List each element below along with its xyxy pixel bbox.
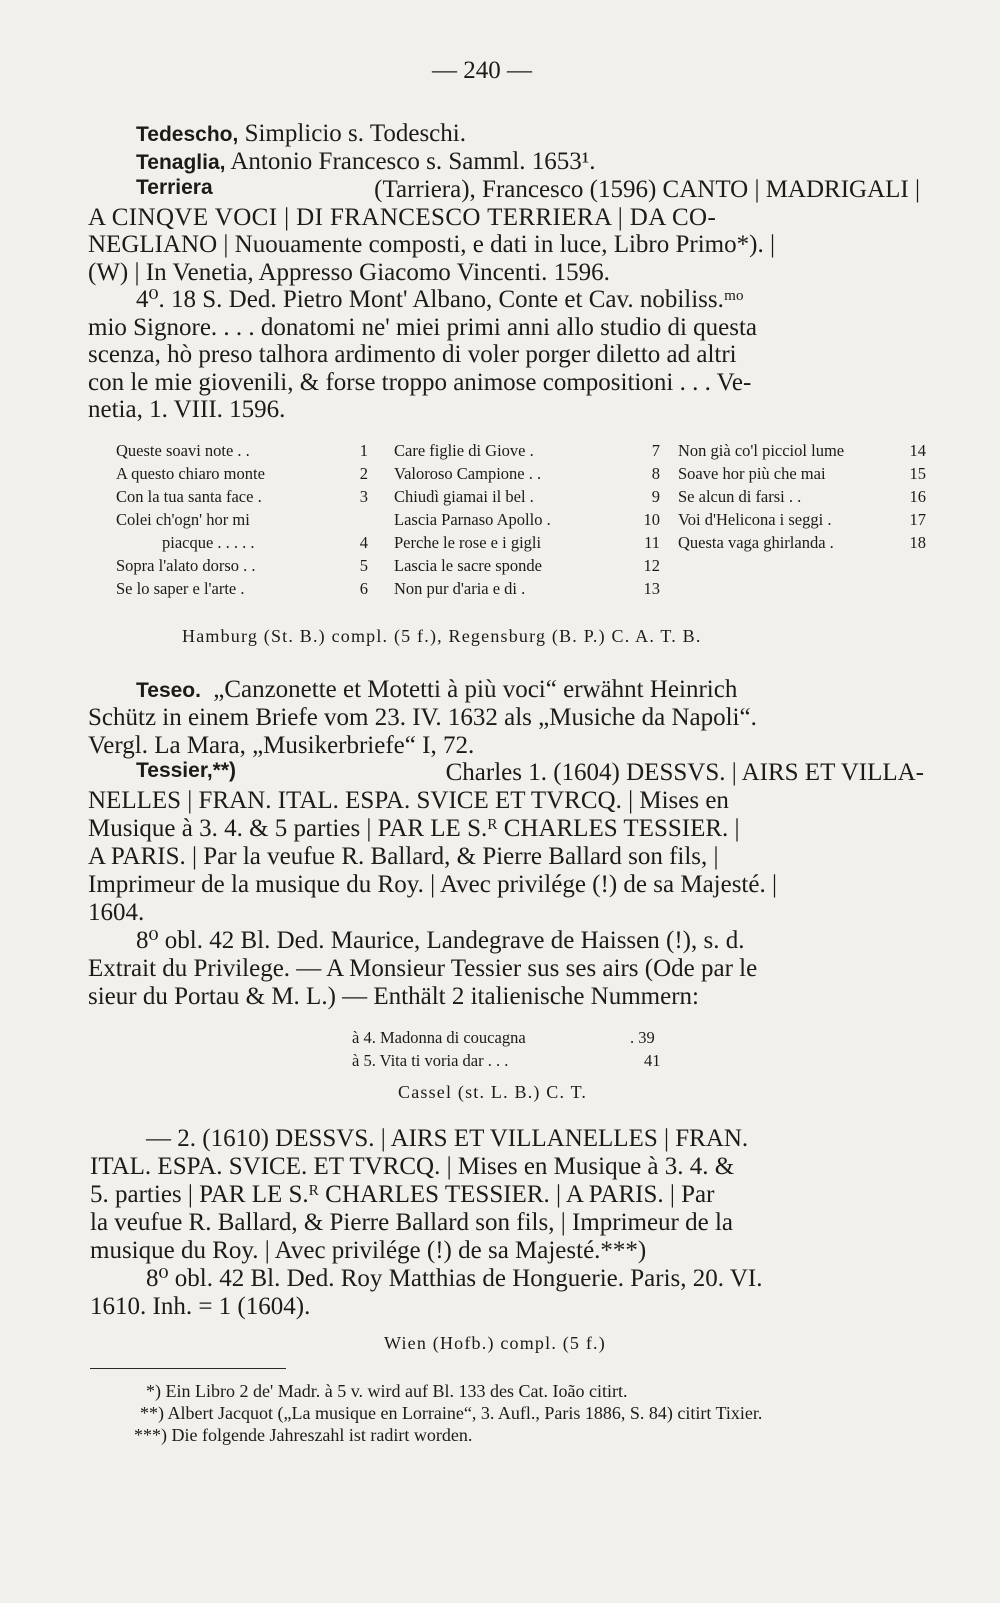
contents-number: 5 xyxy=(359,556,368,575)
entry-head: Tessier,**) xyxy=(136,759,237,782)
terriera-line9: netia, 1. VIII. 1596. xyxy=(88,396,286,423)
terriera-line4: (W) | In Venetia, Appresso Giacomo Vincenti. 1596. xyxy=(88,259,610,286)
entry-text: „Canzonette et Motetti à più voci“ erwähnt Heinrich xyxy=(213,676,738,703)
contents-title: Chiudì giamai il bel . xyxy=(394,487,534,506)
footnote-mark: ***) xyxy=(134,1425,167,1445)
entry-tedescho xyxy=(136,121,466,146)
tessier-ed2-line6: 8⁰ obl. 42 Bl. Ded. Roy Matthias de Honguerie. Paris, 20. VI. xyxy=(146,1265,763,1292)
contents-title: Perche le rose e i gigli xyxy=(394,533,542,552)
contents-item xyxy=(116,579,368,598)
entry-head: Teseo. xyxy=(136,679,201,702)
tessier-ed2-line1: — 2. (1610) DESSVS. | AIRS ET VILLANELLES | FRAN. xyxy=(146,1125,749,1152)
tessier-library-1: Cassel (st. L. B.) C. T. xyxy=(398,1082,588,1102)
terriera-line6: mio Signore. . . . donatomi ne' miei primi anni allo studio di questa xyxy=(88,314,758,341)
footnote-3 xyxy=(134,1426,472,1444)
contents-number: . 39 xyxy=(630,1028,655,1047)
tessier-line9: sieur du Portau & M. L.) — Enthält 2 italienische Nummern: xyxy=(88,983,699,1010)
tessier-line2: NELLES | FRAN. ITAL. ESPA. SVICE ET TVRCQ. | Mises en xyxy=(88,787,729,814)
contents-title: Se alcun di farsi . . xyxy=(678,487,802,506)
contents-title: Soave hor più che mai xyxy=(678,464,826,483)
terriera-line3: NEGLIANO | Nuouamente composti, e dati in luce, Libro Primo*). | xyxy=(88,231,775,258)
contents-item xyxy=(678,487,926,506)
contents-number: 13 xyxy=(643,579,660,598)
contents-title: Sopra l'alato dorso . . xyxy=(116,556,256,575)
entry-text: (Tarriera), Francesco (1596) CANTO | MADRIGALI | xyxy=(374,176,920,203)
tessier-ed2-line2: ITAL. ESPA. SVICE. ET TVRCQ. | Mises en Musique à 3. 4. & xyxy=(90,1153,735,1180)
footnote-text: Ein Libro 2 de' Madr. à 5 v. wird auf Bl. 133 des Cat. Ioão citirt. xyxy=(165,1381,628,1401)
contents-title: Queste soavi note . . xyxy=(116,441,250,460)
contents-title: A questo chiaro monte xyxy=(116,464,265,483)
contents-number: 9 xyxy=(651,487,660,506)
tessier-library-2: Wien (Hofb.) compl. (5 f.) xyxy=(384,1333,606,1353)
footnote-2 xyxy=(140,1404,762,1422)
entry-tessier-line1 xyxy=(136,760,924,785)
contents-title: Con la tua santa face . xyxy=(116,487,262,506)
entry-text: Charles 1. (1604) DESSVS. | AIRS ET VILLA- xyxy=(445,759,924,786)
contents-item xyxy=(678,464,926,483)
contents-number: 16 xyxy=(909,487,926,506)
contents-item xyxy=(116,533,368,552)
contents-item xyxy=(116,487,368,506)
contents-number: 10 xyxy=(643,510,660,529)
contents-number: 12 xyxy=(643,556,660,575)
teseo-line2: Schütz in einem Briefe vom 23. IV. 1632 als „Musiche da Napoli“. xyxy=(88,704,757,731)
contents-title: Valoroso Campione . . xyxy=(394,464,542,483)
contents-item xyxy=(116,556,368,575)
contents-number: 1 xyxy=(359,441,368,460)
contents-item xyxy=(678,441,926,460)
contents-number: 2 xyxy=(359,464,368,483)
page-number: — 240 — xyxy=(432,57,532,84)
contents-number: 11 xyxy=(644,533,660,552)
contents-number: 8 xyxy=(651,464,660,483)
contents-item xyxy=(116,441,368,460)
entry-head: Terriera xyxy=(136,176,213,199)
contents-number: 15 xyxy=(909,464,926,483)
contents-number: 6 xyxy=(359,579,368,598)
contents-title: Voi d'Helicona i seggi . xyxy=(678,510,832,529)
contents-item xyxy=(394,510,660,529)
tessier-line8: Extrait du Privilege. — A Monsieur Tessier sus ses airs (Ode par le xyxy=(88,955,758,982)
contents-title: piacque . . . . . xyxy=(162,533,255,552)
contents-number: 18 xyxy=(909,533,926,552)
entry-head: Tenaglia, xyxy=(136,151,226,174)
contents-item xyxy=(394,556,660,575)
contents-title: à 4. Madonna di coucagna xyxy=(352,1028,526,1047)
contents-item xyxy=(394,441,660,460)
teseo-line3: Vergl. La Mara, „Musikerbriefe“ I, 72. xyxy=(88,732,475,759)
footnote-text: Die folgende Jahreszahl ist radirt worden. xyxy=(171,1425,473,1445)
footnote-text: Albert Jacquot („La musique en Lorraine“, 3. Aufl., Paris 1886, S. 84) citirt Tixier. xyxy=(167,1403,763,1423)
tessier-line3: Musique à 3. 4. & 5 parties | PAR LE S.ᴿ CHARLES TESSIER. | xyxy=(88,815,740,842)
contents-title: Lascia le sacre sponde xyxy=(394,556,542,575)
tessier-ed2-line3: 5. parties | PAR LE S.ᴿ CHARLES TESSIER. | A PARIS. | Par xyxy=(90,1181,715,1208)
tessier-ed2-line4: la veufue R. Ballard, & Pierre Ballard son fils, | Imprimeur de la xyxy=(90,1209,734,1236)
terriera-line7: scenza, hò preso talhora ardimento di voler porger diletto ad altri xyxy=(88,341,737,368)
tessier-line6: 1604. xyxy=(88,899,145,926)
contents-item xyxy=(678,533,926,552)
footnote-mark: **) xyxy=(140,1403,164,1423)
contents-number: 14 xyxy=(909,441,926,460)
contents-item xyxy=(116,512,250,529)
contents-title: à 5. Vita ti voria dar . . . xyxy=(352,1051,509,1070)
contents-item xyxy=(394,464,660,483)
contents-title: Care figlie di Giove . xyxy=(394,441,534,460)
contents-title: Se lo saper e l'arte . xyxy=(116,579,245,598)
tessier-line7: 8⁰ obl. 42 Bl. Ded. Maurice, Landegrave de Haissen (!), s. d. xyxy=(136,927,745,954)
contents-number: 41 xyxy=(644,1051,661,1070)
tessier-ed2-line7: 1610. Inh. = 1 (1604). xyxy=(90,1293,311,1320)
tessier-ed2-line5: musique du Roy. | Avec privilége (!) de sa Majesté.***) xyxy=(90,1237,647,1264)
entry-terriera-line1 xyxy=(136,177,920,202)
entry-text: Simplicio s. Todeschi. xyxy=(244,120,466,147)
tessier-line4: A PARIS. | Par la veufue R. Ballard, & Pierre Ballard son fils, | xyxy=(88,843,719,870)
footnote-rule xyxy=(90,1368,286,1369)
entry-text: Antonio Francesco s. Samml. 1653¹. xyxy=(230,148,596,175)
contents-number: 17 xyxy=(909,510,926,529)
contents-item xyxy=(394,533,660,552)
contents-item xyxy=(394,487,660,506)
contents-title: Non già co'l picciol lume xyxy=(678,441,845,460)
contents-title: Lascia Parnaso Apollo . xyxy=(394,510,551,529)
terriera-library: Hamburg (St. B.) compl. (5 f.), Regensburg (B. P.) C. A. T. B. xyxy=(182,626,702,646)
terriera-line5: 4⁰. 18 S. Ded. Pietro Mont' Albano, Conte et Cav. nobiliss.ᵐᵒ xyxy=(136,286,744,313)
contents-title: Non pur d'aria e di . xyxy=(394,579,526,598)
contents-item xyxy=(352,1051,661,1070)
footnote-1 xyxy=(146,1382,627,1400)
contents-item xyxy=(394,579,660,598)
contents-item xyxy=(678,510,926,529)
entry-tenaglia xyxy=(136,149,595,174)
contents-item xyxy=(352,1028,655,1047)
entry-teseo xyxy=(136,677,737,702)
footnote-mark: *) xyxy=(146,1381,161,1401)
contents-title: Questa vaga ghirlanda . xyxy=(678,533,834,552)
contents-item xyxy=(116,464,368,483)
contents-number: 3 xyxy=(359,487,368,506)
terriera-line2: A CINQVE VOCI | DI FRANCESCO TERRIERA | DA CO- xyxy=(88,204,717,231)
entry-head: Tedescho, xyxy=(136,123,239,146)
contents-number: 7 xyxy=(651,441,660,460)
contents-title: Colei ch'ogn' hor mi xyxy=(116,510,250,529)
contents-number: 4 xyxy=(359,533,368,552)
terriera-line8: con le mie giovenili, & forse troppo animose compositioni . . . Ve- xyxy=(88,369,752,396)
tessier-line5: Imprimeur de la musique du Roy. | Avec privilége (!) de sa Majesté. | xyxy=(88,871,777,898)
